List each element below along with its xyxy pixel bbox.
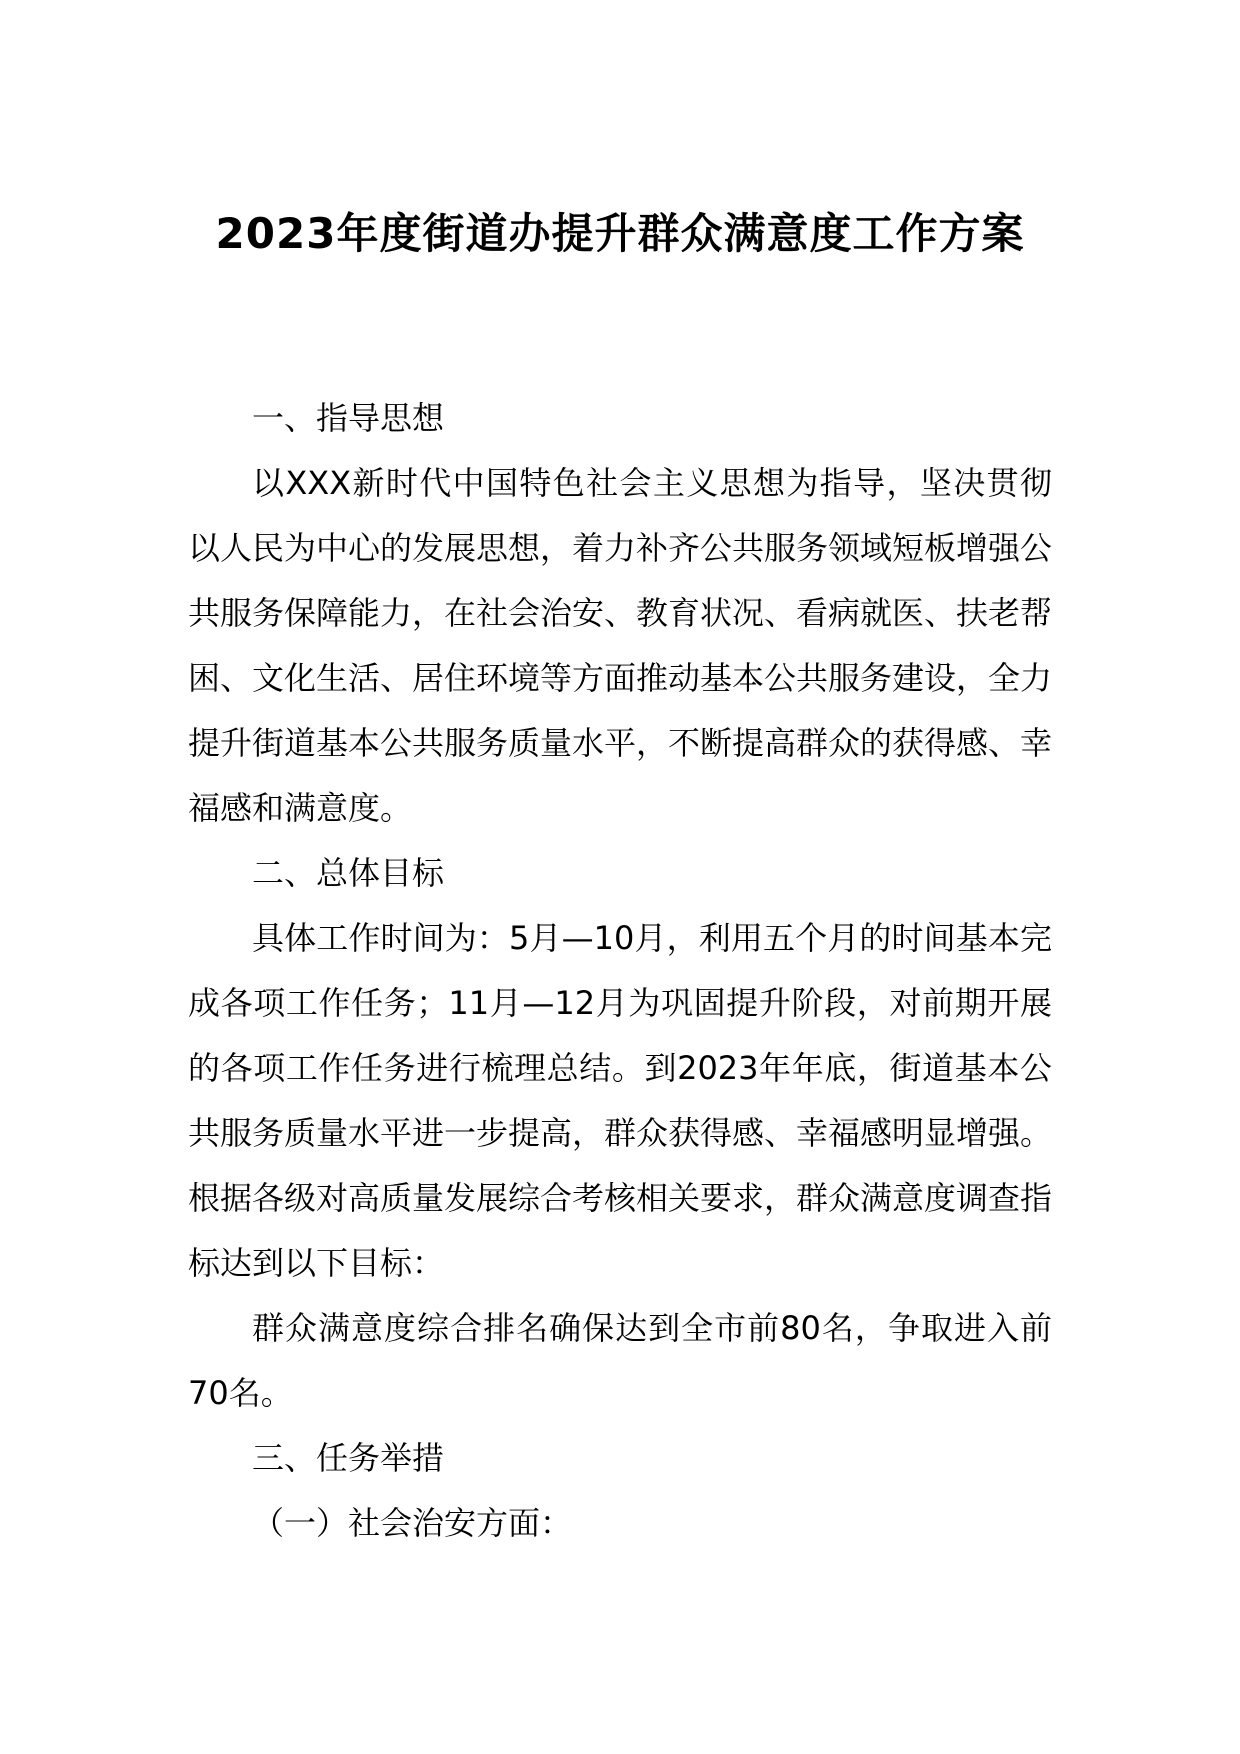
paragraph-ranking-target: 群众满意度综合排名确保达到全市前80名，争取进入前70名。 <box>188 1309 1052 1412</box>
paragraph-overall-goals: 具体工作时间为：5月—10月，利用五个月的时间基本完成各项工作任务；11月—12月为巩固提升阶段，对前期开展的各项工作任务进行梳理总结。到2023年年底，街道基本公共服务质量水平进一步提高，群众获得感、幸福感明显增强。根据各级对高质量发展综合考核相关要求，群众满意度调查指标达到以下目标： <box>188 919 1053 1282</box>
subsection-heading-public-security: （一）社会治安方面： <box>252 1504 573 1542</box>
document-body <box>188 386 1052 1556</box>
section-heading-overall-goals: 二、总体目标 <box>252 854 445 892</box>
paragraph-guiding-ideology: 以XXX新时代中国特色社会主义思想为指导，坚决贯彻以人民为中心的发展思想，着力补齐公共服务领域短板增强公共服务保障能力，在社会治安、教育状况、看病就医、扶老帮困、文化生活、居住环境等方面推动基本公共服务建设，全力提升街道基本公共服务质量水平，不断提高群众的获得感、幸福感和满意度。 <box>188 464 1053 827</box>
document-title: 2023年度街道办提升群众满意度工作方案 <box>215 209 1025 258</box>
section-heading-guiding-ideology: 一、指导思想 <box>252 399 445 437</box>
section-heading-task-measures: 三、任务举措 <box>252 1439 445 1477</box>
